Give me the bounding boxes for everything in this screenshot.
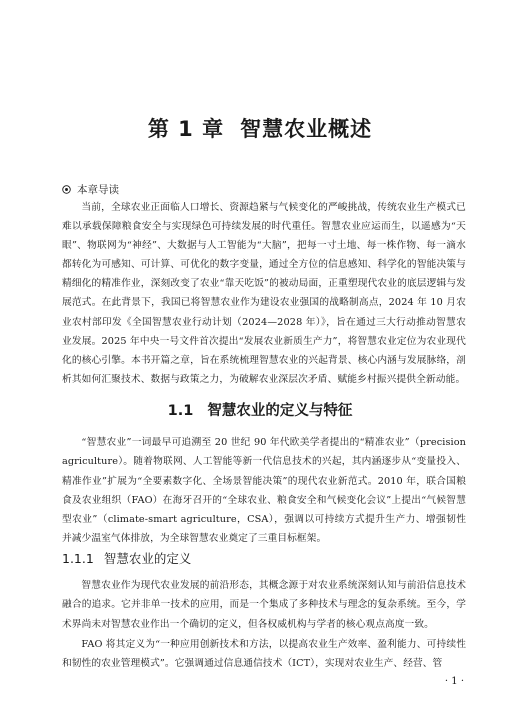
chapter-title	[0, 113, 520, 143]
section-heading	[0, 399, 520, 420]
subsection-title: 智慧农业的定义	[103, 551, 192, 566]
subsection-heading	[62, 549, 191, 567]
page-number: · 1 ·	[444, 676, 464, 687]
chapter-guide-text: 当前，全球农业正面临人口增长、资源趋紧与气候变化的严峻挑战，传统农业生产模式已难以承载保障粮食安全与实现绿色可持续发展的时代重任。智慧农业应运而生，以遥感为“天眼”、物联网为“神经”、大数据与人工智能为“大脑”，把每一寸土地、每一株作物、每一滴水都转化为可感知、可计算、可优化的数字变量，通过全方位的信息感知、科学化的智能决策与精细化的精准作业，深刻改变了农业“靠天吃饭”的被动局面，正重塑现代农业的底层逻辑与发展范式。在此背景下，我国已将智慧农业作为建设农业强国的战略制高点，2024 年 10 月农业农村部印发《全国智慧农业行动计划（2024—2028 年）》，旨在通过三大行动推动智慧农业发展。2025 年中央一号文件首次提出“发展农业新质生产力”，将智慧农业定位为农业现代化的核心引擎。本书开篇之章，旨在系统梳理智慧农业的兴起背景、核心内涵与发展脉络，剖析其如何汇聚技术、数据与政策之力，为破解农业深层次矛盾、赋能乡村振兴提供全新动能。	[62, 202, 466, 385]
body-paragraph-definition: 智慧农业作为现代农业发展的前沿形态，其概念源于对农业系统深刻认知与前沿信息技术融合的追求。它并非单一技术的应用，而是一个集成了多种技术与理念的复杂系统。至今，学术界尚未对智慧农业作出一个确切的定义，但各权威机构与学者的核心观点高度一致。	[62, 580, 466, 630]
section-number: 1.1	[167, 403, 194, 419]
chapter-number: 第 1 章	[147, 117, 225, 141]
body-paragraph-origin: “智慧农业”一词最早可追溯至 20 世纪 90 年代欧美学者提出的“精准农业”（precision agriculture）。随着物联网、人工智能等新一代信息技术的兴起，其内涵逐步从“变量投入、精准作业”扩展为“全要素数字化、全场景智能决策”的现代农业新范式。2010 年，联合国粮食及农业组织（FAO）在海牙召开的“全球农业、粮食安全和气候变化会议”上提出“气候智慧型农业”（climate-smart agriculture，CSA），强调以可持续方式提升生产力、增强韧性并减少温室气体排放，为全球智慧农业奠定了三重目标框架。	[62, 437, 466, 545]
target-circle-icon	[62, 185, 71, 194]
chapter-guide-heading	[62, 182, 119, 197]
subsection-number: 1.1.1	[62, 551, 94, 566]
body-paragraph-fao: FAO 将其定义为“一种应用创新技术和方法，以提高农业生产效率、盈利能力、可持续性和韧性的农业管理模式”。它强调通过信息通信技术（ICT），实现对农业生产、经营、管	[62, 639, 466, 670]
chapter-guide-label: 本章导读	[77, 184, 119, 196]
section-title: 智慧农业的定义与特征	[207, 403, 353, 419]
chapter-name: 智慧农业概述	[240, 117, 373, 141]
